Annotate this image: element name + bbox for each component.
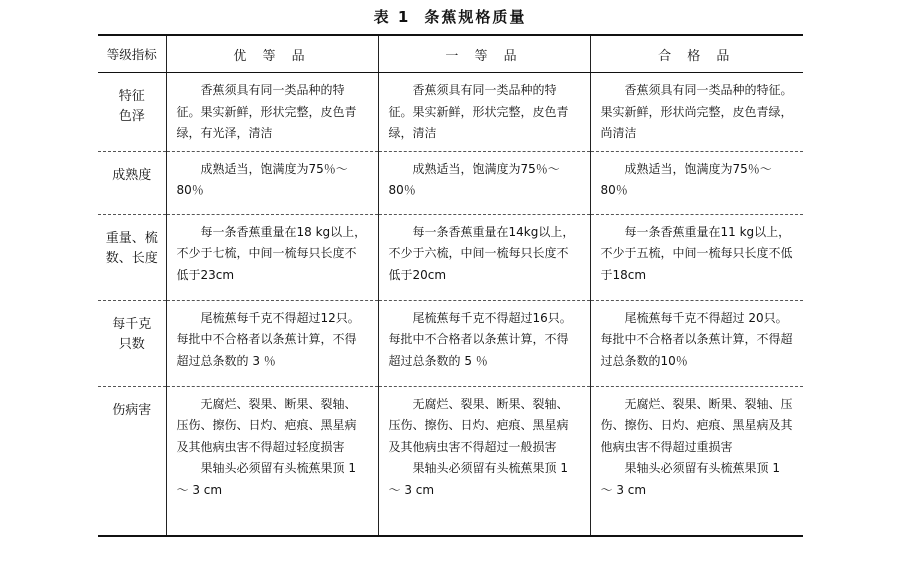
cell-text: 每一条香蕉重量在18 kg以上，不少于七梳，中间一梳每只长度不低于23cm — [176, 224, 367, 282]
cell-text: 成熟适当，饱满度为75％～80％ — [176, 161, 348, 197]
spec-table — [98, 34, 803, 537]
table-cell — [590, 300, 803, 386]
cell-text: 尾梳蕉每千克不得超过16只。每批中不合格者以条蕉计算，不得超过总条数的 5 ％ — [388, 310, 572, 368]
row-label: 伤病害 — [98, 386, 166, 536]
table-cell — [590, 214, 803, 300]
table-row — [98, 300, 803, 386]
header-row — [98, 35, 803, 73]
cell-text: 每一条香蕉重量在14kg以上，不少于六梳，中间一梳每只长度不低于20cm — [388, 224, 575, 282]
cell-text: 果轴头必须留有头梳蕉果顶 1 ～ 3 cm — [176, 461, 356, 497]
table-cell — [378, 73, 590, 152]
cell-text: 果轴头必须留有头梳蕉果顶 1 ～ 3 cm — [388, 461, 568, 497]
cell-text: 无腐烂、裂果、断果、裂轴、压伤、擦伤、日灼、疤痕、黑星病及其他病虫害不得超过一般损害 — [388, 396, 569, 454]
cell-text: 香蕉须具有同一类品种的特征。果实新鲜，形状完整，皮色青绿，清洁 — [388, 83, 569, 140]
cell-text: 无腐烂、裂果、断果、裂轴、压伤、擦伤、日灼、疤痕、黑星病及其他病虫害不得超过重损害 — [600, 396, 793, 454]
table-cell — [590, 386, 803, 536]
table-cell — [378, 300, 590, 386]
cell-text: 成熟适当，饱满度为75％～80％ — [600, 161, 772, 197]
cell-text: 香蕉须具有同一类品种的特征。果实新鲜，形状尚完整，皮色青绿，尚清洁 — [600, 83, 793, 140]
table-cell — [166, 151, 378, 214]
cell-text: 每一条香蕉重量在11 kg以上，不少于五梳，中间一梳每只长度不低于18cm — [600, 224, 793, 282]
header-first-grade: 一 等 品 — [378, 35, 590, 73]
table-cell — [590, 73, 803, 152]
table-cell — [378, 151, 590, 214]
cell-text: 果轴头必须留有头梳蕉果顶 1 ～ 3 cm — [600, 461, 780, 497]
table-cell — [166, 73, 378, 152]
table-row — [98, 214, 803, 300]
header-indicator: 等级指标 — [98, 35, 166, 73]
cell-text: 香蕉须具有同一类品种的特征。果实新鲜，形状完整，皮色青绿，有光泽，清洁 — [176, 83, 357, 140]
table-row — [98, 386, 803, 536]
table-row — [98, 151, 803, 214]
cell-text: 无腐烂、裂果、断果、裂轴、压伤、擦伤、日灼、疤痕、黑星病及其他病虫害不得超过轻度损害 — [176, 396, 357, 454]
table-title: 条蕉规格质量 — [424, 8, 527, 26]
row-label: 成熟度 — [98, 151, 166, 214]
table-cell — [378, 214, 590, 300]
cell-text: 尾梳蕉每千克不得超过12只。每批中不合格者以条蕉计算，不得超过总条数的 3 ％ — [176, 310, 360, 368]
row-label — [98, 73, 166, 152]
cell-text: 成熟适当，饱满度为75％～80％ — [388, 161, 560, 197]
table-cell — [378, 386, 590, 536]
table-cell — [166, 386, 378, 536]
header-premium: 优 等 品 — [166, 35, 378, 73]
header-qualified: 合 格 品 — [590, 35, 803, 73]
table-cell — [166, 214, 378, 300]
row-label-text: 每千克 只数 — [112, 316, 152, 352]
table-cell — [166, 300, 378, 386]
table-caption — [0, 6, 900, 27]
row-label-text: 重量、梳数、长度 — [105, 230, 158, 266]
row-label — [98, 214, 166, 300]
table-cell — [590, 151, 803, 214]
table-row — [98, 73, 803, 152]
row-label-text: 特征 色泽 — [118, 89, 145, 124]
cell-text: 尾梳蕉每千克不得超过 20只。每批中不合格者以条蕉计算，不得超过总条数的10％ — [600, 310, 793, 368]
table-number: 表 1 — [373, 8, 411, 26]
row-label — [98, 300, 166, 386]
